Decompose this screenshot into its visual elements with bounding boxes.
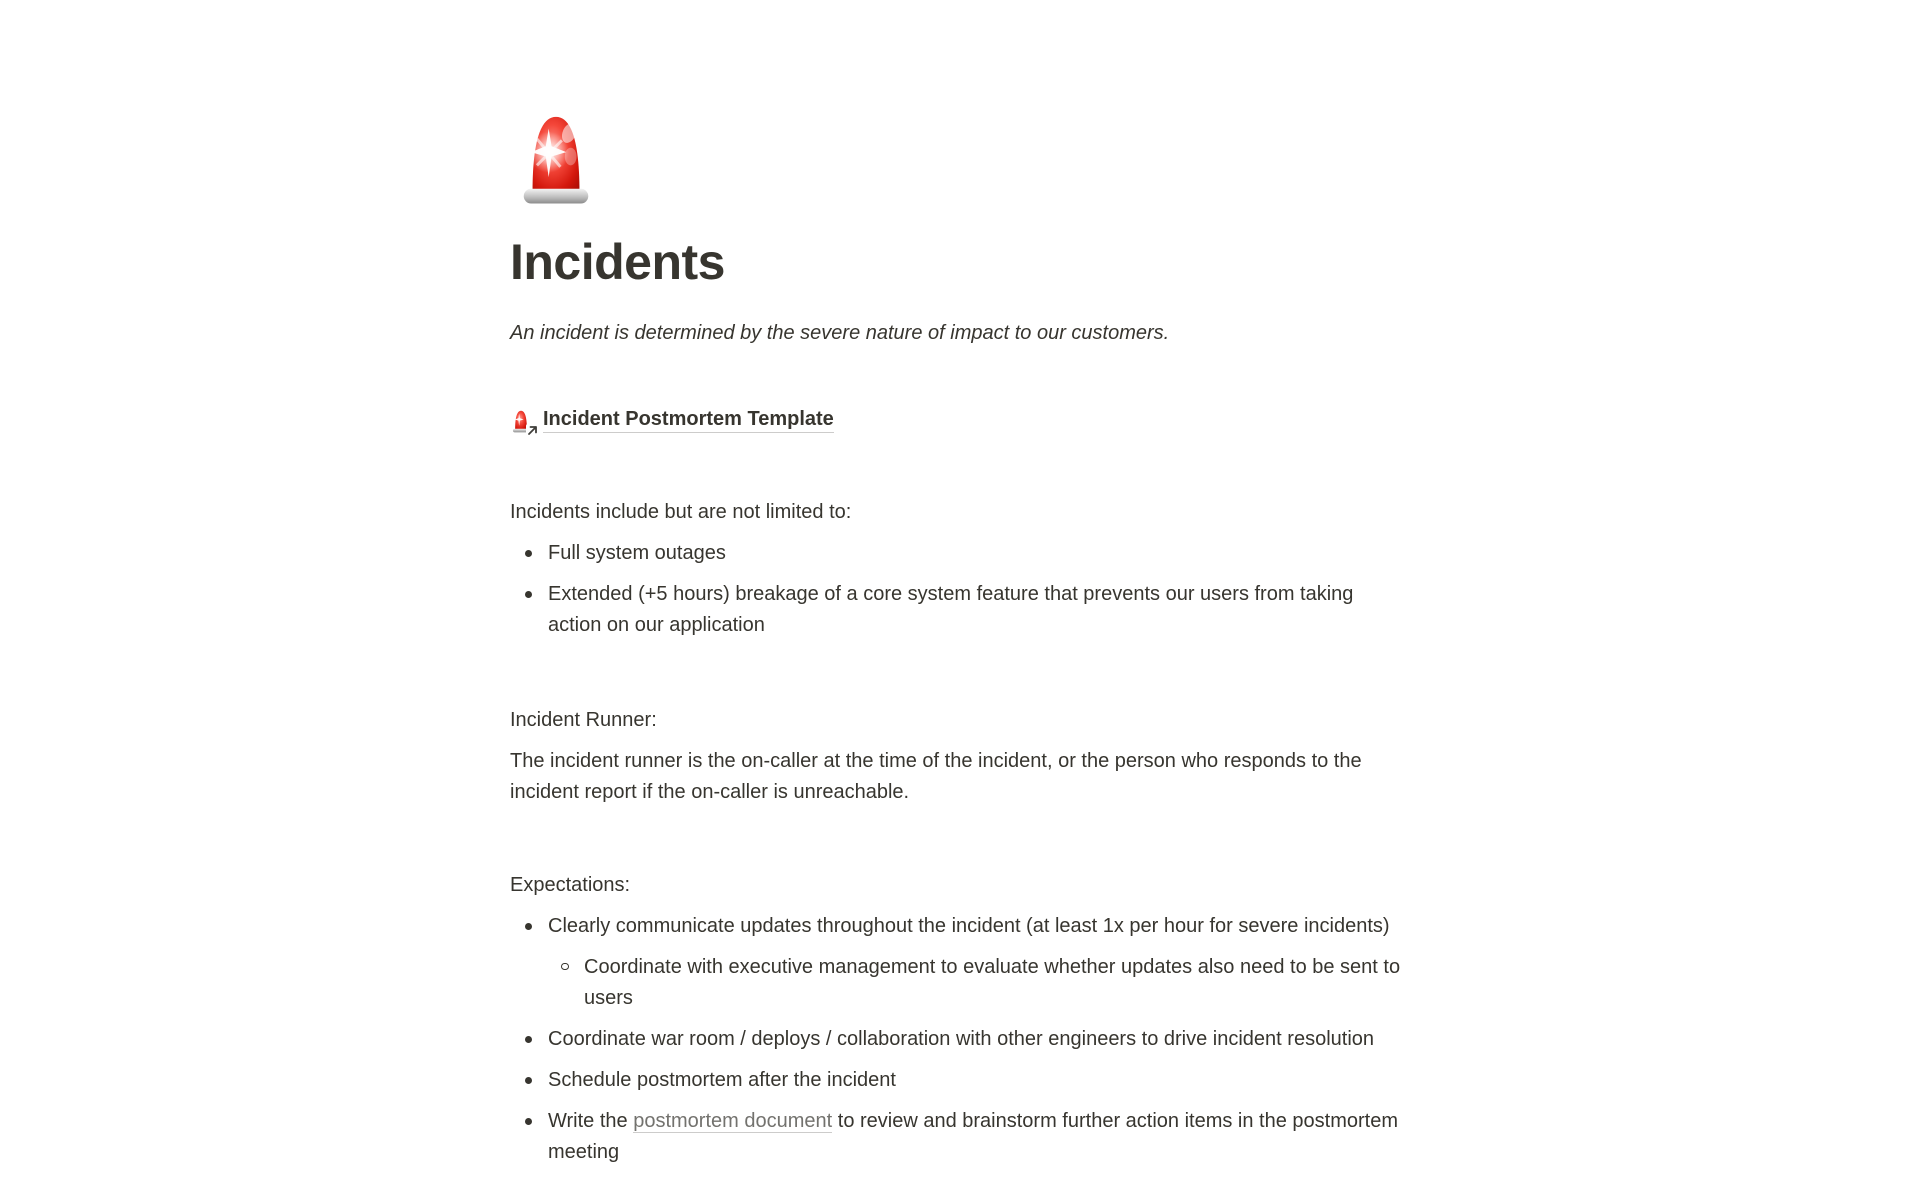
runner-body: The incident runner is the on-caller at the time of the incident, or the person who responds to the incident report if the on-caller is unreachable. — [510, 749, 1362, 803]
page-content — [510, 0, 1410, 1168]
incident-postmortem-template-link[interactable]: Incident Postmortem Template — [543, 408, 834, 433]
list-item: Full system outages — [510, 538, 1410, 569]
spacer — [510, 818, 1410, 860]
subpage-icon — [510, 408, 532, 434]
runner-heading: Incident Runner: — [510, 708, 657, 731]
list-item-text: to review and brainstorm further action items in the postmortem meeting — [548, 1109, 1398, 1163]
list-item: Coordinate war room / deploys / collaboration with other engineers to drive incident resolution — [510, 1024, 1410, 1055]
expectations-heading: Expectations: — [510, 873, 631, 896]
list-item: Extended (+5 hours) breakage of a core system feature that prevents our users from taking action on our application — [510, 579, 1410, 641]
list-item: Schedule postmortem after the incident — [510, 1065, 1410, 1096]
list-item: Clearly communicate updates throughout the incident (at least 1x per hour for severe incidents) — [510, 911, 1410, 942]
subpage-link-row[interactable] — [510, 405, 1410, 437]
include-list — [510, 538, 1410, 641]
arrow-up-right-icon — [526, 424, 539, 437]
include-intro: Incidents include but are not limited to: — [510, 500, 852, 523]
rotating-light-icon — [512, 195, 600, 212]
postmortem-document-link[interactable]: postmortem document — [633, 1109, 833, 1132]
spacer — [510, 349, 1410, 405]
list-item-text: Write the — [548, 1109, 634, 1132]
page-icon[interactable] — [512, 108, 1410, 208]
page-title: Incidents — [510, 234, 725, 290]
spacer — [510, 437, 1410, 487]
expectations-list — [510, 911, 1410, 1168]
page-subtitle: An incident is determined by the severe nature of impact to our customers. — [510, 321, 1170, 344]
list-item — [510, 1106, 1410, 1168]
spacer — [510, 651, 1410, 695]
list-subitem: Coordinate with executive management to evaluate whether updates also need to be sent to users — [546, 952, 1410, 1014]
